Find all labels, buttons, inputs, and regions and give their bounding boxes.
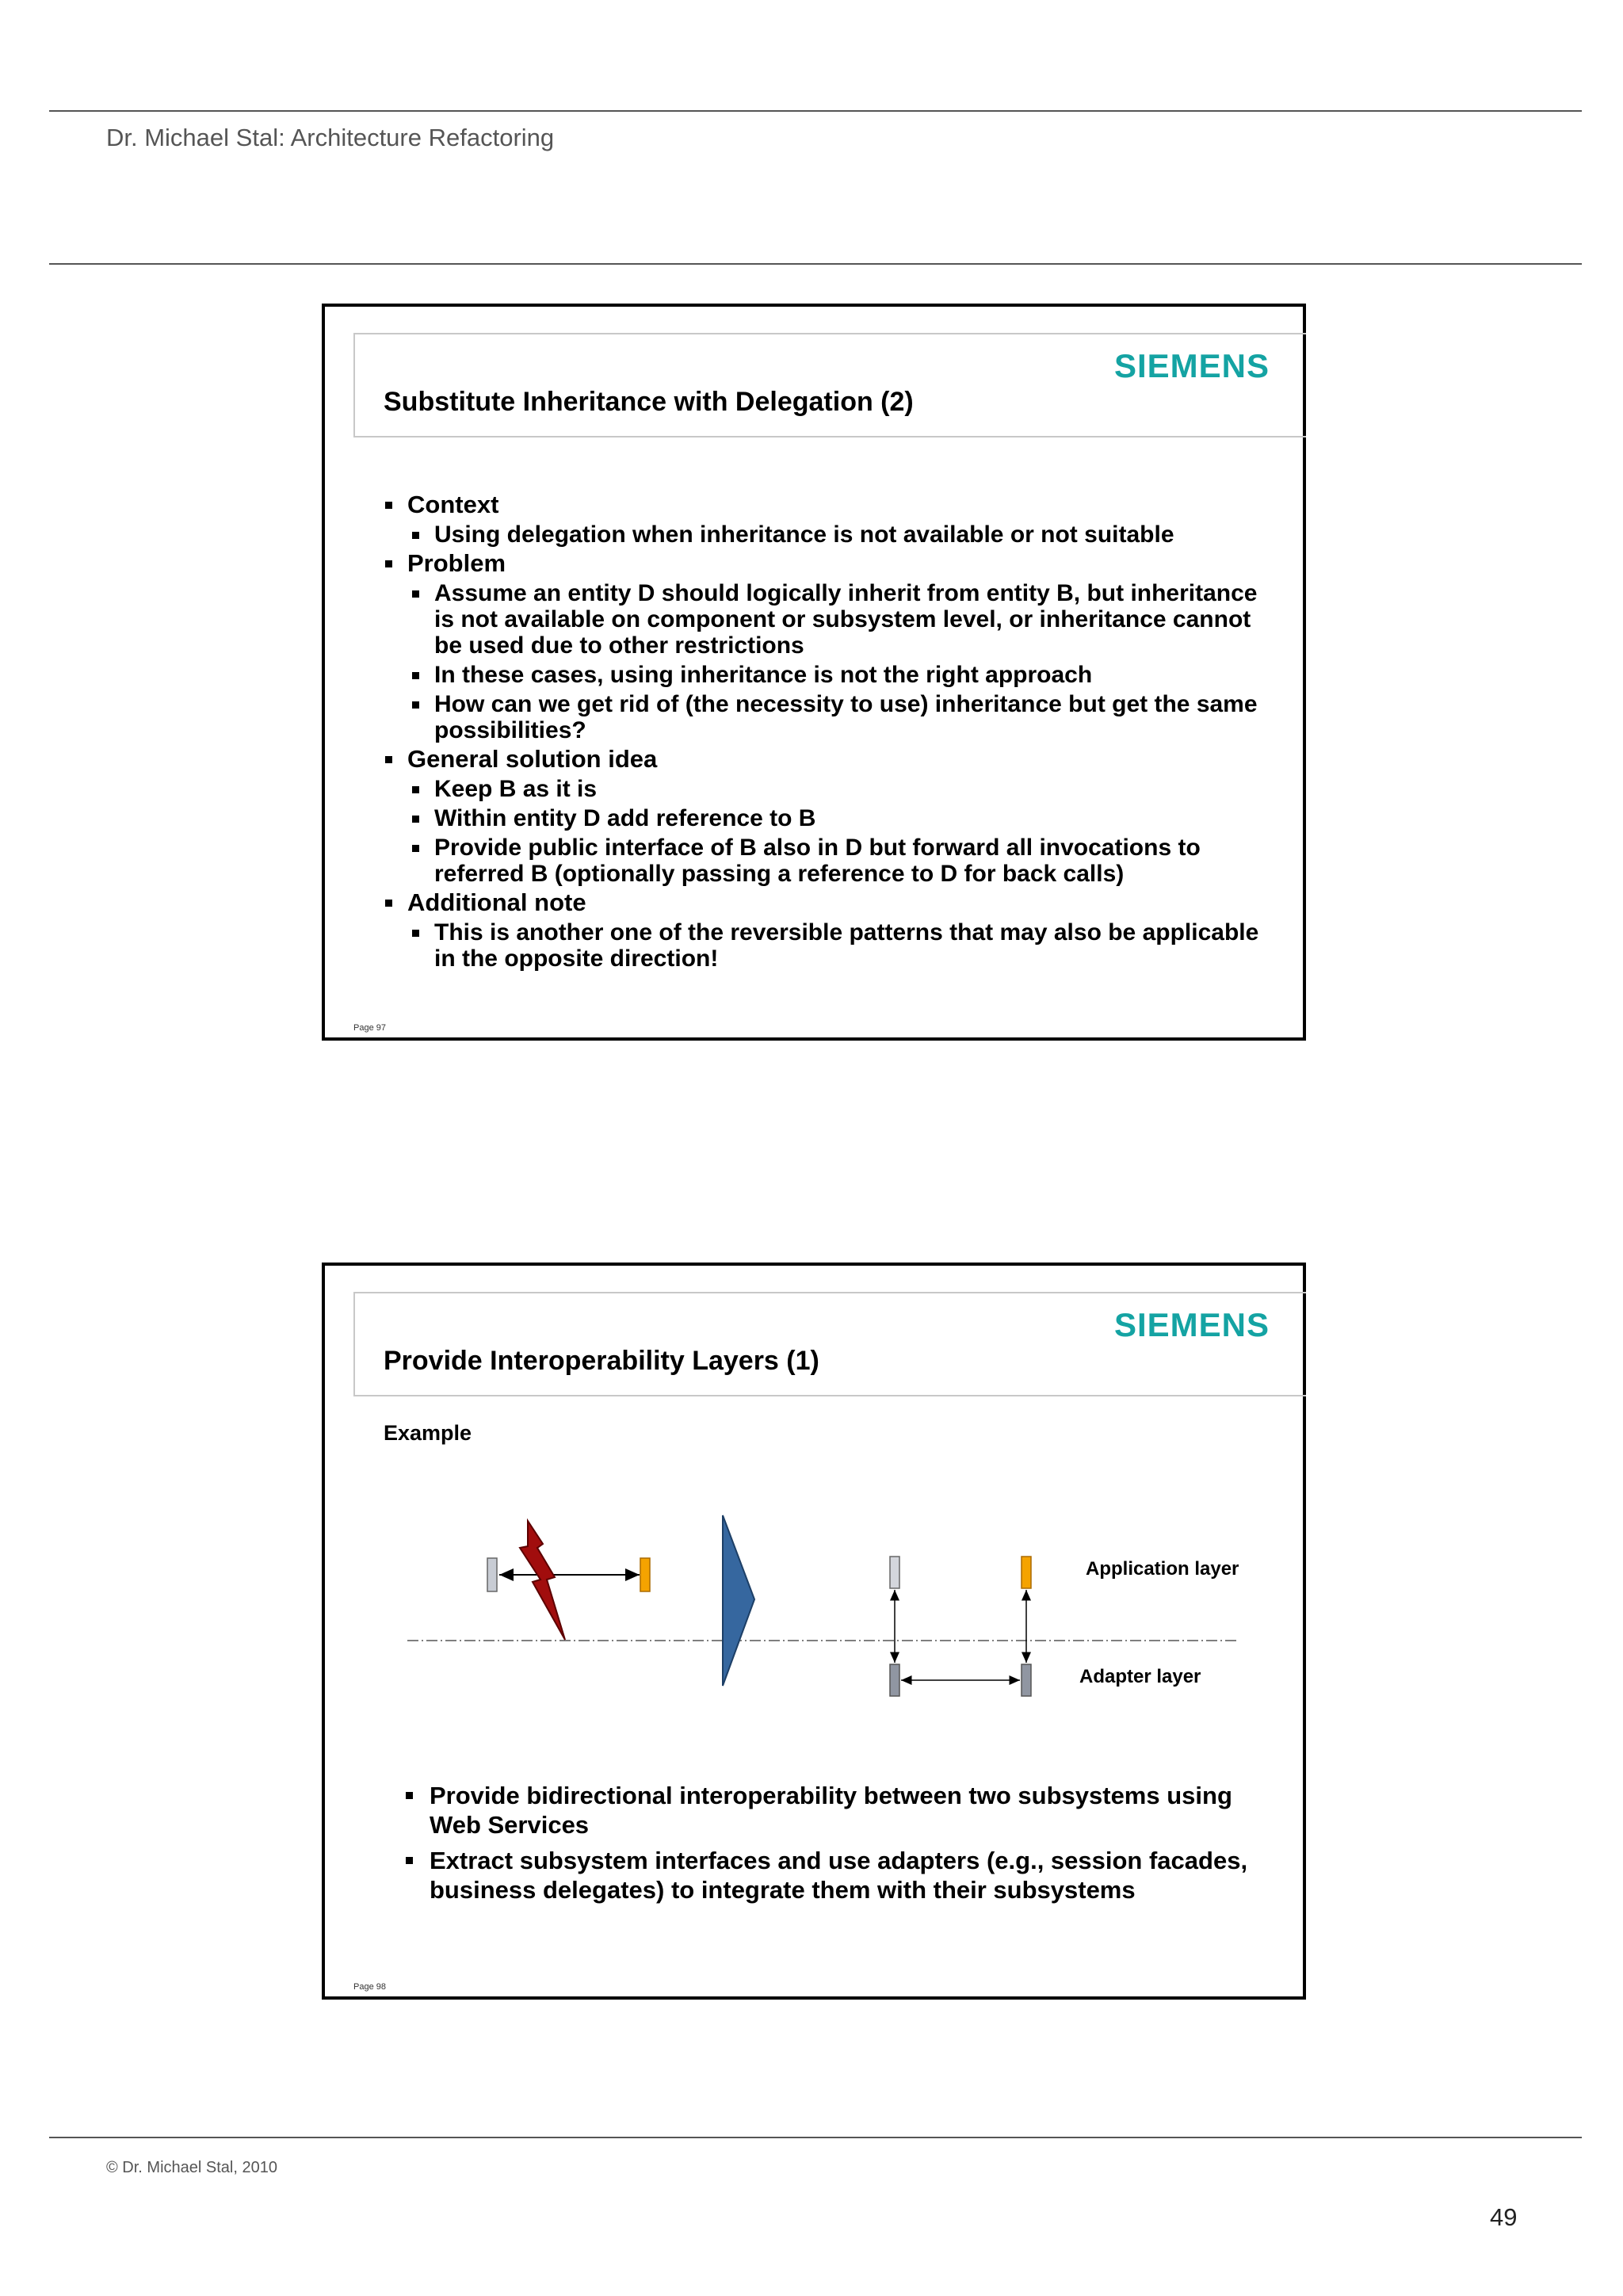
slide-substitute-inheritance (322, 304, 1306, 1041)
slide-title: Substitute Inheritance with Delegation (2) (384, 387, 914, 417)
bullet-item: Within entity D add reference to B (384, 805, 1263, 831)
bullet-heading: Additional note (384, 889, 1263, 916)
slide-interoperability-layers (322, 1263, 1306, 2000)
header-bottom-rule (49, 263, 1582, 265)
application-layer-label: Application layer (1086, 1558, 1239, 1580)
footer-rule (49, 2137, 1582, 2138)
slide-page-label: Page 98 (353, 1982, 386, 1992)
adapter-layer-label: Adapter layer (1079, 1666, 1201, 1687)
adapter-component-right (1022, 1664, 1031, 1696)
document-header: Dr. Michael Stal: Architecture Refactoring (106, 124, 555, 151)
bullet-item: Extract subsystem interfaces and use adapters (e.g., session facades, business delegates) to integrate them with their subsystems (404, 1846, 1260, 1904)
adapter-component-left (890, 1664, 899, 1696)
bullet-heading: Problem (384, 550, 1263, 577)
header-top-rule (49, 110, 1582, 112)
bullet-item: Keep B as it is (384, 776, 1263, 802)
bullet-heading: Context (384, 491, 1263, 518)
bullet-item: Provide public interface of B also in D but forward all invocations to referred B (optionally passing a reference to D for back calls) (384, 835, 1263, 887)
slide-title: Provide Interoperability Layers (1) (384, 1346, 819, 1376)
bullet-item: How can we get rid of (the necessity to use) inheritance but get the same possibilities? (384, 691, 1263, 743)
siemens-logo: SIEMENS (1113, 347, 1270, 384)
transformation-arrow-icon (723, 1515, 754, 1686)
lightning-bolt-icon (520, 1521, 565, 1640)
slide-bullet-list (384, 489, 1263, 972)
slide-page-label: Page 97 (353, 1023, 386, 1033)
example-label: Example (384, 1421, 472, 1445)
application-component-right (1022, 1557, 1031, 1588)
bullet-heading: General solution idea (384, 746, 1263, 773)
bullet-item: In these cases, using inheritance is not the right approach (384, 662, 1263, 688)
subsystem-a-component (487, 1558, 497, 1591)
slide-bullet-list (404, 1781, 1260, 1911)
slide-header (353, 333, 1306, 437)
page-number: 49 (1490, 2203, 1518, 2231)
application-component-left (890, 1557, 899, 1588)
footer-copyright: © Dr. Michael Stal, 2010 (106, 2159, 277, 2176)
bullet-item: Provide bidirectional interoperability between two subsystems using Web Services (404, 1781, 1260, 1839)
subsystem-b-component (640, 1558, 650, 1591)
bullet-item: This is another one of the reversible patterns that may also be applicable in the opposite direction! (384, 919, 1263, 972)
siemens-logo: SIEMENS (1113, 1306, 1270, 1343)
bullet-item: Assume an entity D should logically inherit from entity B, but inheritance is not available on component or subsystem level, or inheritance cannot be used due to other restrictions (384, 580, 1263, 659)
bullet-item: Using delegation when inheritance is not available or not suitable (384, 521, 1263, 548)
